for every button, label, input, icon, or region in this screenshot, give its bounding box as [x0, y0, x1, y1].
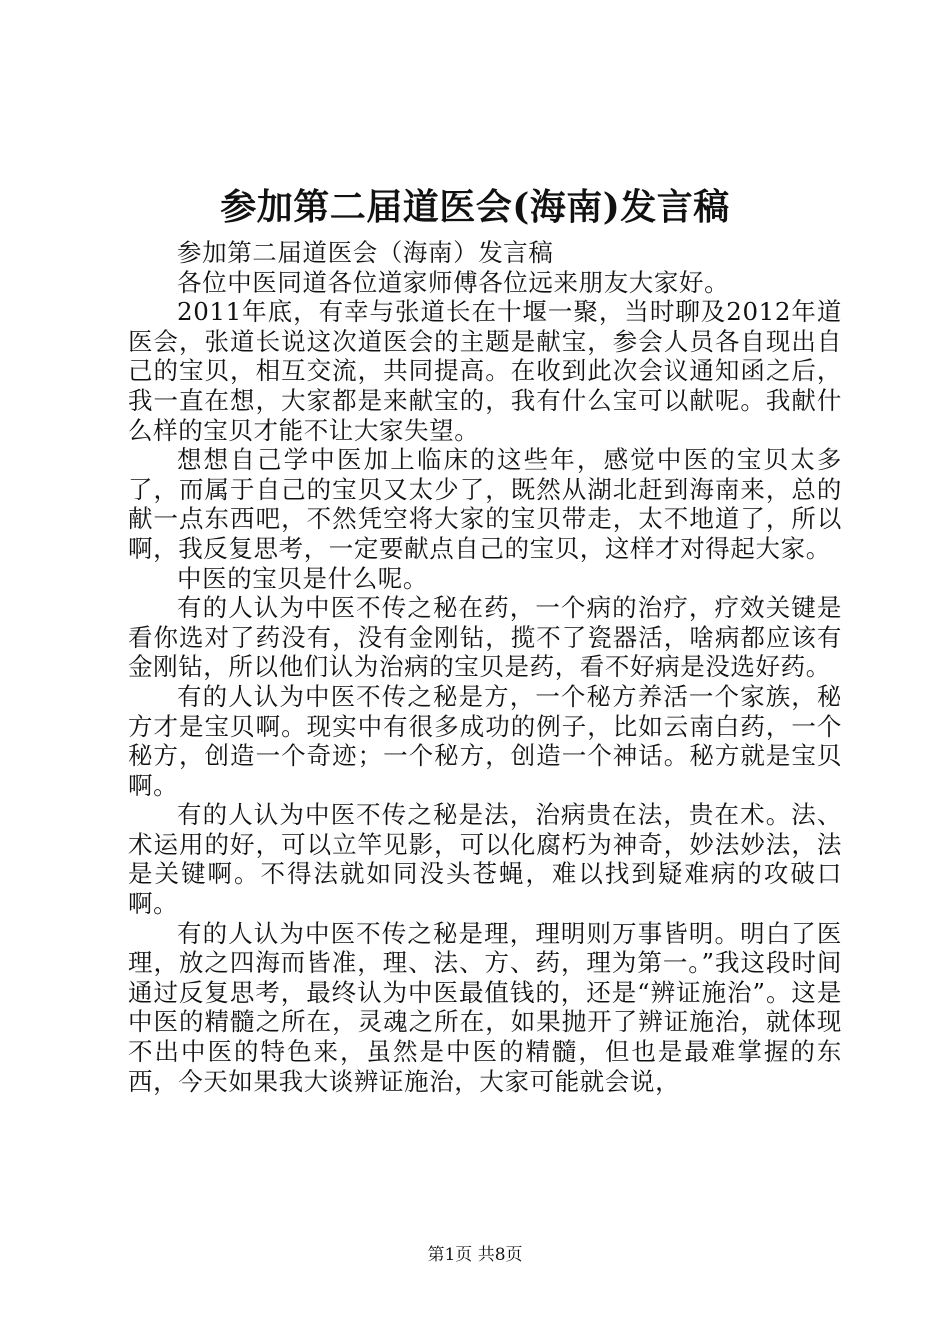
- paragraph: 有的人认为中医不传之秘是方，一个秘方养活一个家族，秘方才是宝贝啊。现实中有很多成功的例子，比如云南白药，一个秘方，创造一个奇迹；一个秘方，创造一个神话。秘方就是宝贝啊。: [128, 681, 842, 800]
- paragraph: 各位中医同道各位道家师傅各位远来朋友大家好。: [177, 267, 730, 297]
- paragraph: 参加第二届道医会（海南）发言稿: [177, 238, 554, 267]
- paragraph: 中医的宝贝是什么呢。: [177, 563, 428, 593]
- paragraph: 有的人认为中医不传之秘是理，理明则万事皆明。明白了医理，放之四海而皆准，理、法、方、药，理为第一。”我这段时间通过反复思考，最终认为中医最值钱的，还是“辨证施治”。这是中医的精髓之所在，灵魂之所在，如果抛开了辨证施治，就体现不出中医的特色来，虽然是中医的精髓，但也是最难掌握的东西，今天如果我大谈辨证施治，大家可能就会说，: [128, 918, 842, 1096]
- paragraph: 2011年底，有幸与张道长在十堰一聚，当时聊及2012年道医会，张道长说这次道医会的主题是献宝，参会人员各自现出自己的宝贝，相互交流，共同提高。在收到此次会议通知函之后，我一直在想，大家都是来献宝的，我有什么宝可以献呢。我献什么样的宝贝才能不让大家失望。: [128, 297, 842, 445]
- document-body: [128, 238, 842, 1096]
- paragraph: 有的人认为中医不传之秘是法，治病贵在法，贵在术。法、术运用的好，可以立竿见影，可以化腐朽为神奇，妙法妙法，法是关键啊。不得法就如同没头苍蝇，难以找到疑难病的攻破口啊。: [128, 800, 842, 919]
- paragraph: 想想自己学中医加上临床的这些年，感觉中医的宝贝太多了，而属于自己的宝贝又太少了，既然从湖北赶到海南来，总的献一点东西吧，不然凭空将大家的宝贝带走，太不地道了，所以啊，我反复思考，一定要献点自己的宝贝，这样才对得起大家。: [128, 445, 842, 563]
- paragraph: 有的人认为中医不传之秘在药，一个病的治疗，疗效关键是看你选对了药没有，没有金刚钻，揽不了瓷器活，啥病都应该有金刚钻，所以他们认为治病的宝贝是药，看不好病是没选好药。: [128, 593, 842, 682]
- document-title: 参加第二届道医会(海南)发言稿: [220, 186, 730, 228]
- page-footer: 第1页 共8页: [427, 1245, 523, 1265]
